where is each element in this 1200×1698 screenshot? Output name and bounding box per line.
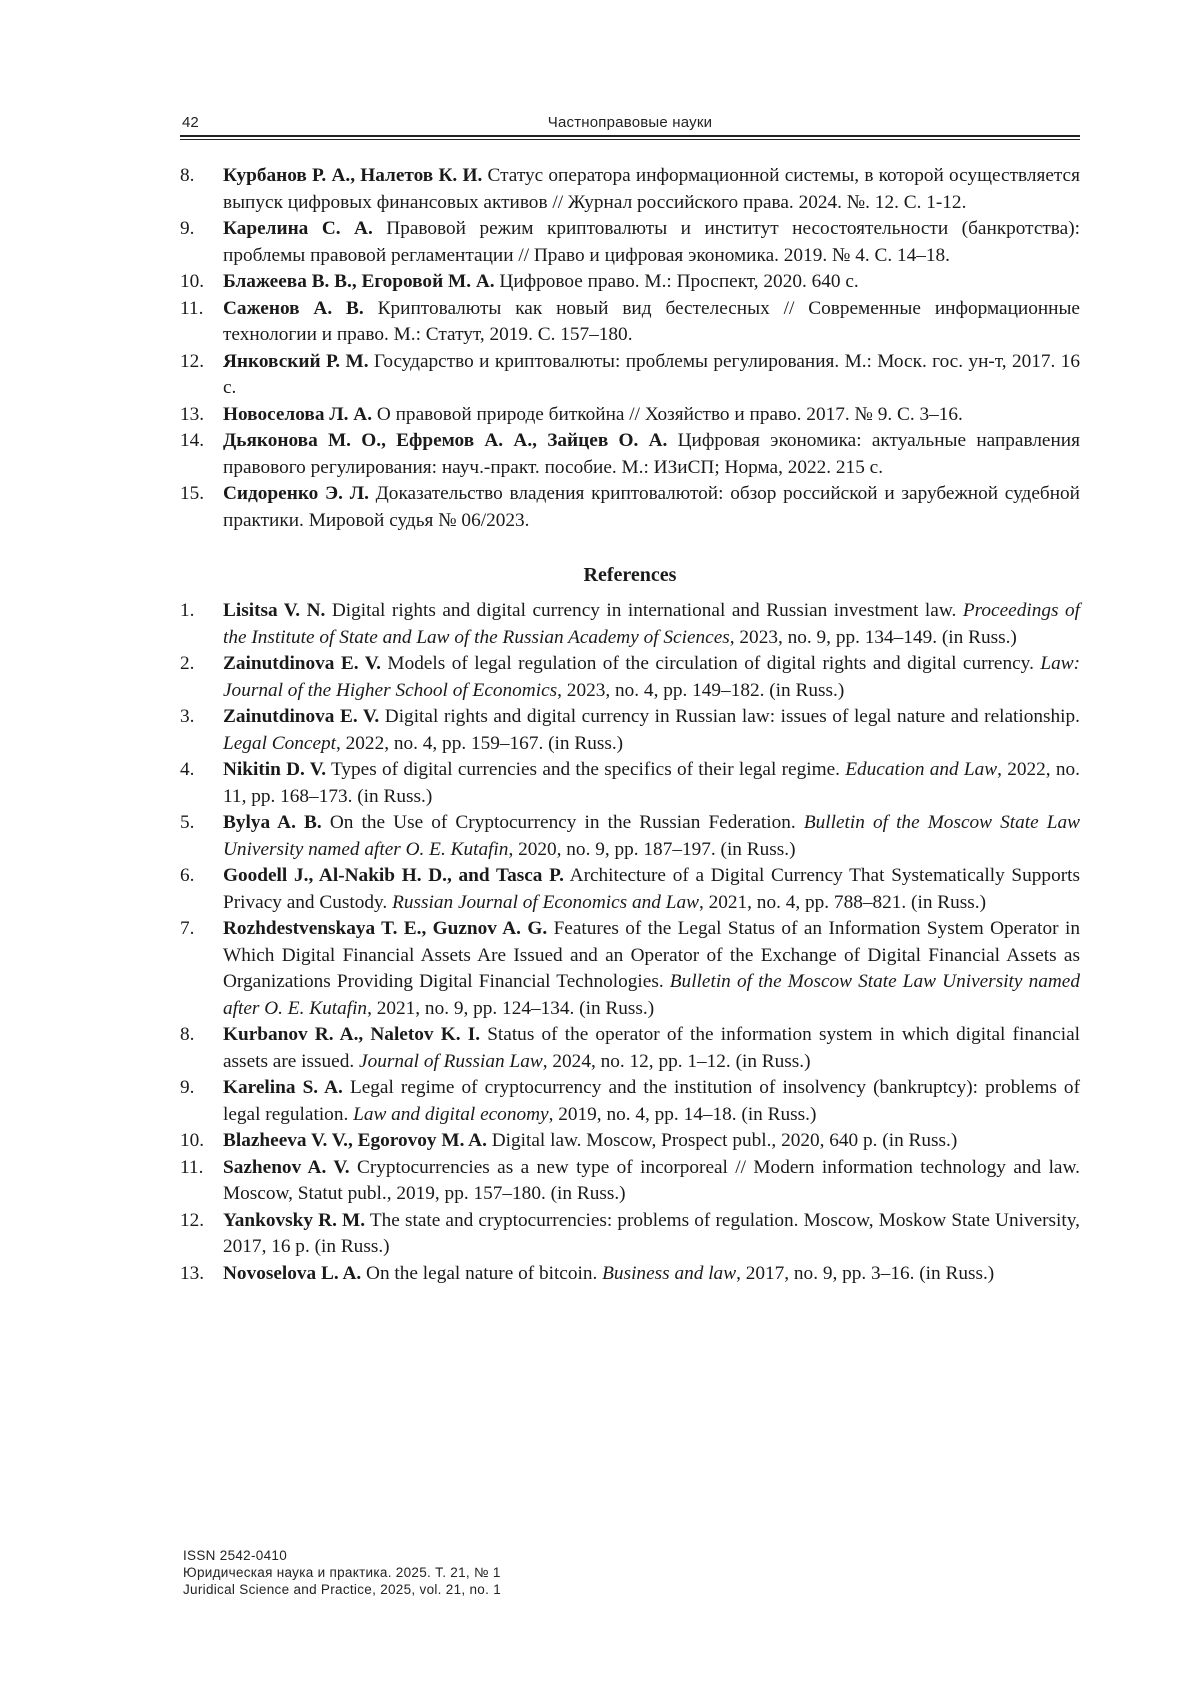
reference-item-ru xyxy=(180,163,1080,216)
reference-item-en xyxy=(180,1128,1080,1155)
reference-author: Sazhenov A. V. xyxy=(223,1156,350,1178)
reference-author: Nikitin D. V. xyxy=(223,759,327,780)
reference-text-after: , 2023, no. 4, pp. 149–182. (in Russ.) xyxy=(557,679,845,701)
reference-journal: Bulletin of the Moscow State Law University named after O. E. Kutafin xyxy=(223,971,1080,1019)
reference-item-en xyxy=(180,1208,1080,1261)
reference-number: 11. xyxy=(180,1156,204,1178)
reference-journal: Proceedings of the Institute of State and Law of the Russian Academy of Sciences xyxy=(223,600,1080,648)
reference-item-en xyxy=(180,1261,1080,1288)
reference-author: Янковский Р. М. xyxy=(223,350,369,372)
reference-number: 15. xyxy=(180,483,205,504)
reference-text: О правовой природе биткойна // Хозяйство и право. 2017. № 9. С. 3–16. xyxy=(372,403,963,425)
reference-text-after: , 2021, no. 9, pp. 124–134. (in Russ.) xyxy=(367,997,655,1019)
page-footer xyxy=(183,1547,501,1598)
footer-issn: ISSN 2542-0410 xyxy=(183,1548,288,1563)
reference-number: 2. xyxy=(180,653,195,674)
reference-number: 10. xyxy=(180,1130,205,1151)
reference-item-ru xyxy=(180,296,1080,349)
reference-item-en xyxy=(180,916,1080,1022)
reference-item-en xyxy=(180,704,1080,757)
reference-author: Novoselova L. A. xyxy=(223,1262,362,1284)
reference-author: Zainutdinova E. V. xyxy=(223,706,380,727)
reference-number: 12. xyxy=(180,1209,205,1231)
reference-text-after: , 2017, no. 9, pp. 3–16. (in Russ.) xyxy=(736,1262,995,1284)
reference-journal: Bulletin of the Moscow State Law University named after O. E. Kutafin xyxy=(223,812,1080,860)
reference-item-en xyxy=(180,598,1080,651)
reference-item-ru xyxy=(180,349,1080,402)
reference-author: Саженов А. В. xyxy=(223,297,364,319)
reference-journal: Education and Law xyxy=(845,759,998,780)
reference-text: Legal regime of cryptocurrency and the institution of insolvency (bankruptcy): problems of legal regulation. xyxy=(223,1077,1080,1125)
running-title: Частноправовые науки xyxy=(547,114,713,131)
reference-text: Types of digital currencies and the specifics of their legal regime. xyxy=(326,759,846,780)
reference-text-after: , 2019, no. 4, pp. 14–18. (in Russ.) xyxy=(548,1103,817,1125)
reference-item-ru xyxy=(180,269,1080,296)
russian-reference-list xyxy=(180,163,1080,534)
reference-text: Государство и криптовалюты: проблемы регулирования. М.: Моск. гос. ун-т, 2017. 16 с. xyxy=(223,350,1080,398)
reference-author: Yankovsky R. M. xyxy=(223,1209,366,1231)
reference-number: 8. xyxy=(180,1024,195,1045)
reference-number: 14. xyxy=(180,430,205,451)
reference-number: 6. xyxy=(180,865,195,886)
reference-text: Цифровое право. М.: Проспект, 2020. 640 с. xyxy=(494,271,859,292)
reference-author: Blazheeva V. V., Egorovoy M. A. xyxy=(223,1130,487,1151)
reference-text-after: , 2024, no. 12, pp. 1–12. (in Russ.) xyxy=(542,1050,811,1072)
reference-text: Статус оператора информационной системы, в которой осуществляется выпуск цифровых финансовых активов // Журнал российского права. 2024. №. 12. С. 1-12. xyxy=(223,165,1080,213)
reference-author: Lisitsa V. N. xyxy=(223,600,326,621)
reference-text: Features of the Legal Status of an Information System Operator in Which Digital Financial Assets Are Issued and an Operator of the Exchange of Digital Financial Assets as Organizations Providing Digital Financial Technologies. xyxy=(223,918,1080,992)
reference-journal: Legal Concept xyxy=(223,732,336,754)
reference-journal: Business and law xyxy=(602,1262,737,1284)
reference-text-after: , 2021, no. 4, pp. 788–821. (in Russ.) xyxy=(698,891,987,913)
reference-item-en xyxy=(180,810,1080,863)
reference-text: Cryptocurrencies as a new type of incorporeal // Modern information technology and law. Moscow, Statut publ., 2019, pp. 157–180. (in Russ.) xyxy=(223,1156,1080,1204)
reference-item-en xyxy=(180,1075,1080,1128)
reference-journal: Law: Journal of the Higher School of Economics xyxy=(223,653,1081,701)
reference-text: Digital rights and digital currency in international and Russian investment law. xyxy=(325,600,963,621)
reference-text: Криптовалюты как новый вид бестелесных // Современные информационные технологии и право. М.: Статут, 2019. С. 157–180. xyxy=(223,297,1080,345)
footer-journal-ru: Юридическая наука и практика. 2025. Т. 21, № 1 xyxy=(183,1565,501,1580)
page-header xyxy=(180,112,1080,134)
reference-number: 10. xyxy=(180,271,205,292)
reference-item-en xyxy=(180,863,1080,916)
reference-journal: Law and digital economy xyxy=(353,1103,549,1125)
reference-item-en xyxy=(180,651,1080,704)
reference-author: Блажеева В. В., Егоровой М. А. xyxy=(223,271,495,292)
reference-author: Bylya A. B. xyxy=(223,812,322,833)
reference-item-en xyxy=(180,757,1080,810)
reference-author: Zainutdinova E. V. xyxy=(223,653,381,674)
reference-item-ru xyxy=(180,481,1080,534)
reference-text-after: , 2020, no. 9, pp. 187–197. (in Russ.) xyxy=(508,838,796,860)
reference-item-ru xyxy=(180,216,1080,269)
reference-author: Goodell J., Al-Nakib H. D., and Tasca P. xyxy=(223,865,564,886)
reference-journal: Russian Journal of Economics and Law xyxy=(392,891,699,913)
reference-author: Karelina S. A. xyxy=(223,1077,343,1098)
reference-text: Digital rights and digital currency in Russian law: issues of legal nature and relationship. xyxy=(379,706,1081,727)
reference-text-after: , 2022, no. 11, pp. 168–173. (in Russ.) xyxy=(223,759,1080,807)
reference-item-ru xyxy=(180,402,1080,429)
reference-text: The state and cryptocurrencies: problems of regulation. Moscow, Moskow State University, 2017, 16 p. (in Russ.) xyxy=(223,1209,1080,1257)
reference-item-ru xyxy=(180,428,1080,481)
reference-number: 13. xyxy=(180,403,205,425)
reference-item-en xyxy=(180,1155,1080,1208)
reference-text: Цифровая экономика: актуальные направления правового регулирования: науч.-практ. пособие. М.: ИЗиСП; Норма, 2022. 215 с. xyxy=(223,430,1080,478)
reference-text: Status of the operator of the information system in which digital financial assets are issued. xyxy=(223,1024,1080,1072)
reference-text-after: , 2023, no. 9, pp. 134–149. (in Russ.) xyxy=(729,626,1017,648)
reference-number: 4. xyxy=(180,759,195,780)
reference-number: 5. xyxy=(180,812,195,833)
reference-text: Models of legal regulation of the circulation of digital rights and digital currency. xyxy=(380,653,1041,674)
page-content xyxy=(180,163,1080,1287)
reference-text: Architecture of a Digital Currency That Systematically Supports Privacy and Custody. xyxy=(223,865,1080,913)
reference-author: Новоселова Л. А. xyxy=(223,403,373,425)
reference-author: Rozhdestvenskaya T. E., Guznov A. G. xyxy=(223,918,548,939)
reference-journal: Journal of Russian Law xyxy=(359,1050,543,1072)
reference-author: Карелина С. А. xyxy=(223,218,373,239)
reference-author: Курбанов Р. А., Налетов К. И. xyxy=(223,165,483,186)
reference-number: 7. xyxy=(180,918,195,939)
reference-number: 3. xyxy=(180,706,195,727)
footer-journal-en: Juridical Science and Practice, 2025, vol. 21, no. 1 xyxy=(183,1582,502,1597)
english-reference-list xyxy=(180,598,1080,1287)
reference-number: 1. xyxy=(180,600,195,621)
reference-author: Kurbanov R. A., Naletov K. I. xyxy=(223,1024,481,1045)
reference-text-after: , 2022, no. 4, pp. 159–167. (in Russ.) xyxy=(336,732,624,754)
reference-number: 13. xyxy=(180,1262,205,1284)
reference-number: 9. xyxy=(180,1077,195,1098)
reference-text: On the Use of Cryptocurrency in the Russian Federation. xyxy=(321,812,804,833)
reference-author: Дьяконова М. О., Ефремов А. А., Зайцев О. А. xyxy=(223,430,668,451)
reference-item-en xyxy=(180,1022,1080,1075)
reference-number: 8. xyxy=(180,165,195,186)
reference-text: Правовой режим криптовалюты и институт несостоятельности (банкротства): проблемы правовой регламентации // Право и цифровая экономика. 2019. № 4. С. 14–18. xyxy=(223,218,1080,266)
page-number: 42 xyxy=(182,114,199,131)
reference-number: 11. xyxy=(180,297,204,319)
reference-number: 12. xyxy=(180,350,205,372)
reference-text: Digital law. Moscow, Prospect publ., 2020, 640 p. (in Russ.) xyxy=(486,1130,958,1151)
header-rule xyxy=(180,135,1080,137)
references-heading: References xyxy=(583,564,677,586)
reference-text: Доказательство владения криптовалютой: обзор российской и зарубежной судебной практики. Мировой судья № 06/2023. xyxy=(223,483,1080,531)
header-rule-thin xyxy=(180,139,1080,140)
reference-author: Сидоренко Э. Л. xyxy=(223,483,369,504)
reference-number: 9. xyxy=(180,218,195,239)
reference-text: On the legal nature of bitcoin. xyxy=(361,1262,603,1284)
